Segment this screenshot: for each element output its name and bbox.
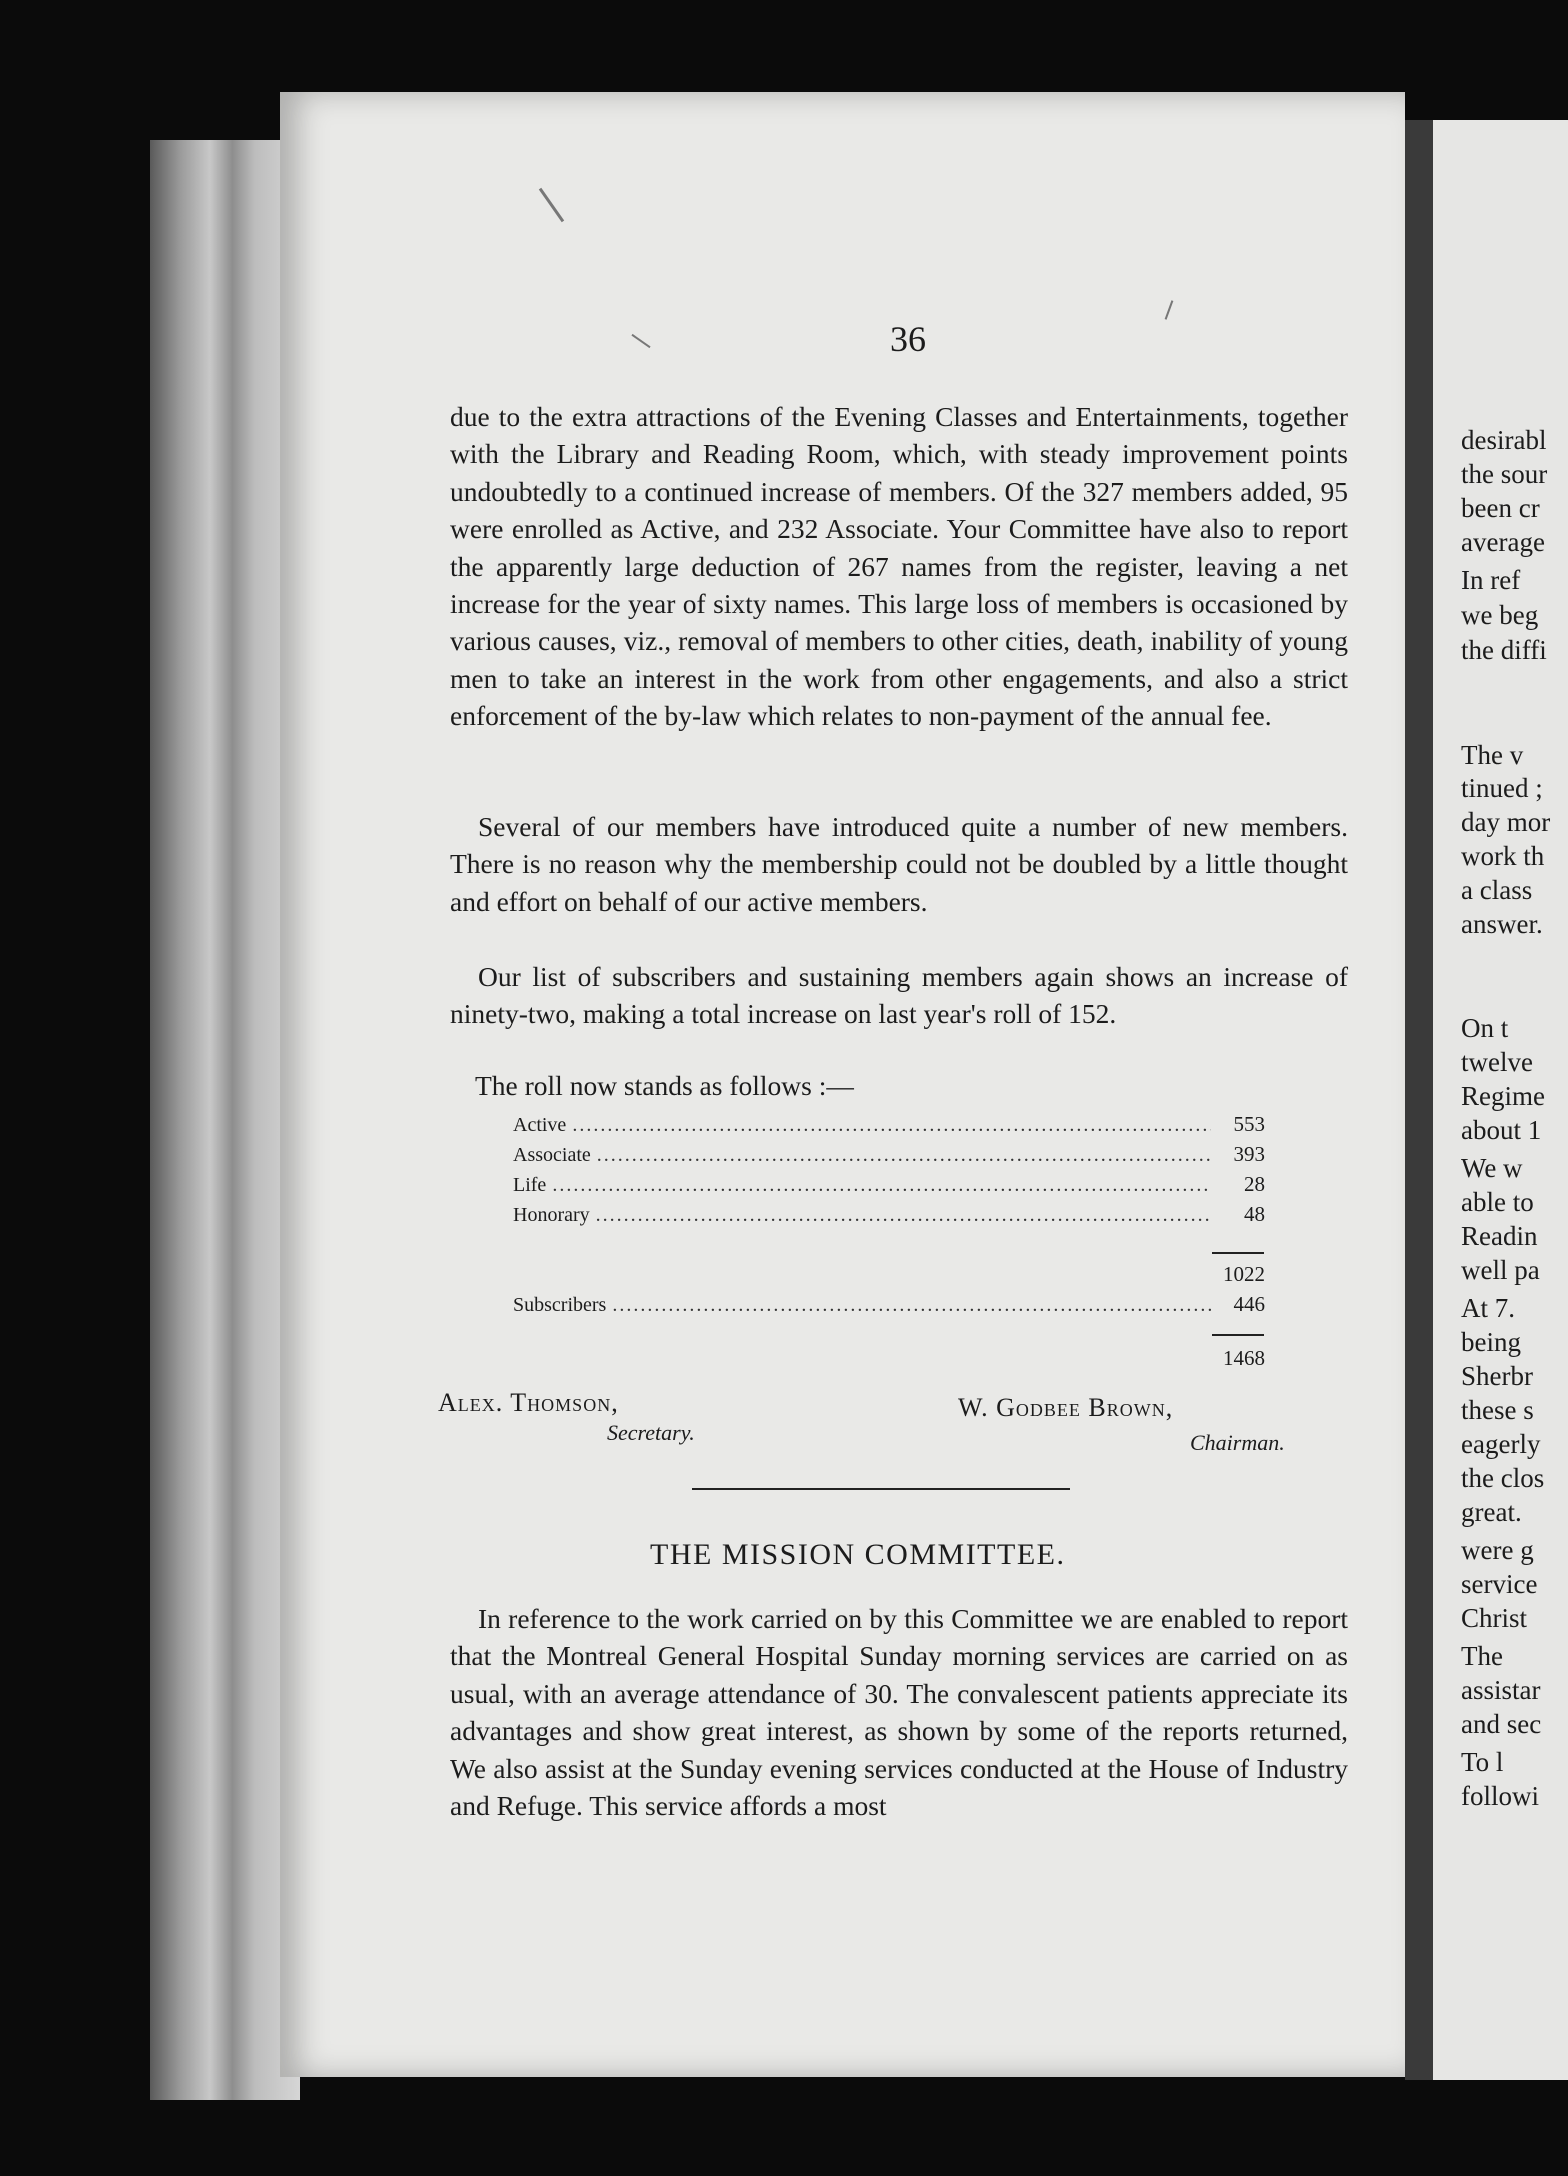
facing-page-line: Sherbr bbox=[1461, 1361, 1533, 1391]
facing-page-line: the sour bbox=[1461, 459, 1548, 489]
chairman-title: Chairman. bbox=[1190, 1430, 1285, 1455]
roll-value: 446 bbox=[1233, 1292, 1265, 1316]
section-divider bbox=[692, 1488, 1070, 1490]
facing-page-line: On t bbox=[1461, 1013, 1509, 1043]
roll-value: 48 bbox=[1244, 1202, 1265, 1226]
facing-page-line: the diffi bbox=[1461, 635, 1547, 665]
book-gutter bbox=[1405, 120, 1433, 2080]
roll-row-honorary bbox=[513, 1202, 1265, 1232]
roll-row-life bbox=[513, 1172, 1265, 1202]
facing-page-line: In ref bbox=[1461, 565, 1521, 595]
paragraph-subscribers bbox=[450, 958, 1348, 1033]
facing-page-line: we beg bbox=[1461, 600, 1539, 630]
facing-page-line: twelve bbox=[1461, 1047, 1533, 1077]
facing-page bbox=[1433, 120, 1568, 2080]
roll-label: Subscribers bbox=[513, 1294, 607, 1316]
facing-page-line: At 7. bbox=[1461, 1293, 1515, 1323]
roll-label: Associate bbox=[513, 1144, 591, 1166]
facing-page-line: The v bbox=[1461, 740, 1524, 770]
facing-page-line: followi bbox=[1461, 1781, 1539, 1811]
facing-page-line: the clos bbox=[1461, 1463, 1545, 1493]
roll-label: Honorary bbox=[513, 1204, 590, 1226]
facing-page-line: assistar bbox=[1461, 1675, 1541, 1705]
chairman-name: W. Godbee Brown, bbox=[958, 1393, 1174, 1422]
section-heading: THE MISSION COMMITTEE. bbox=[650, 1538, 1066, 1571]
facing-page-line: being bbox=[1461, 1327, 1521, 1357]
roll-label: Life bbox=[513, 1174, 547, 1196]
facing-page-line: well pa bbox=[1461, 1255, 1540, 1285]
roll-subtotal: 1022 bbox=[1223, 1262, 1265, 1286]
facing-page-line: day mor bbox=[1461, 807, 1551, 837]
roll-value: 553 bbox=[1233, 1112, 1265, 1136]
facing-page-line: were g bbox=[1461, 1535, 1534, 1565]
facing-page-line: able to bbox=[1461, 1187, 1534, 1217]
roll-label: Active bbox=[513, 1114, 567, 1136]
facing-page-line: tinued ; bbox=[1461, 773, 1543, 803]
facing-page-line: The bbox=[1461, 1641, 1503, 1671]
page-stack-edge bbox=[150, 140, 300, 2100]
facing-page-line: these s bbox=[1461, 1395, 1534, 1425]
secretary-name: Alex. Thomson, bbox=[438, 1388, 619, 1417]
facing-page-line: great. bbox=[1461, 1497, 1522, 1527]
facing-page-line: Readin bbox=[1461, 1221, 1538, 1251]
leader-dots bbox=[552, 1174, 1211, 1197]
secretary-title: Secretary. bbox=[607, 1420, 695, 1445]
paragraph-mission bbox=[450, 1600, 1348, 1824]
facing-page-line: desirabl bbox=[1461, 425, 1547, 455]
facing-page-line: average bbox=[1461, 527, 1545, 557]
paragraph-membership bbox=[450, 398, 1348, 735]
roll-row-associate bbox=[513, 1142, 1265, 1172]
facing-page-line: and sec bbox=[1461, 1709, 1542, 1739]
sum-rule bbox=[1212, 1334, 1264, 1336]
facing-page-line: work th bbox=[1461, 841, 1545, 871]
leader-dots bbox=[612, 1294, 1211, 1317]
leader-dots bbox=[572, 1114, 1211, 1137]
page-number: 36 bbox=[890, 319, 926, 359]
roll-intro: The roll now stands as follows :— bbox=[475, 1070, 854, 1101]
facing-page-line: about 1 bbox=[1461, 1115, 1542, 1145]
facing-page-line: a class bbox=[1461, 875, 1533, 905]
facing-page-line: To l bbox=[1461, 1747, 1504, 1777]
paragraph-text: In reference to the work carried on by this Committee we are enabled to report that the Montreal General Hospital Sunday morning services are carried on as usual, with an average attendance of 30. The convalescent patients appreciate its advantages and show great interest, as shown by some of the reports returned, We also assist at the Sunday evening services conducted at the House of Industry and Refuge. This service affords a most bbox=[450, 1603, 1348, 1822]
facing-page-line: service bbox=[1461, 1569, 1538, 1599]
facing-page-line: answer. bbox=[1461, 909, 1543, 939]
paragraph-text: Our list of subscribers and sustaining members again shows an increase of ninety-two, making a total increase on last year's roll of 152. bbox=[450, 961, 1348, 1030]
facing-page-line: eagerly bbox=[1461, 1429, 1541, 1459]
sum-rule bbox=[1212, 1252, 1264, 1254]
roll-row-subscribers bbox=[513, 1292, 1265, 1322]
facing-page-line: Regime bbox=[1461, 1081, 1545, 1111]
paragraph-text: Several of our members have introduced quite a number of new members. There is no reason why the membership could not be doubled by a little thought and effort on behalf of our active members. bbox=[450, 811, 1348, 917]
facing-page-line: We w bbox=[1461, 1153, 1523, 1183]
paragraph-new-members bbox=[450, 808, 1348, 920]
leader-dots bbox=[597, 1144, 1211, 1167]
facing-page-line: been cr bbox=[1461, 493, 1540, 523]
roll-value: 393 bbox=[1233, 1142, 1265, 1166]
leader-dots bbox=[596, 1204, 1211, 1227]
paragraph-text: due to the extra attractions of the Evening Classes and Entertainments, together with the Library and Reading Room, which, with steady improvement points undoubtedly to a continued increase of members. Of the 327 members added, 95 were enrolled as Active, and 232 Associate. Your Committee have also to report the apparently large deduction of 267 names from the register, leaving a net increase for the year of sixty names. This large loss of members is occasioned by various causes, viz., removal of members to other cities, death, inability of young men to take an interest in the work from other engagements, and also a strict enforcement of the by-law which relates to non-payment of the annual fee. bbox=[450, 401, 1348, 732]
roll-row-active bbox=[513, 1112, 1265, 1142]
facing-page-line: Christ bbox=[1461, 1603, 1528, 1633]
roll-value: 28 bbox=[1244, 1172, 1265, 1196]
roll-total: 1468 bbox=[1223, 1346, 1265, 1370]
